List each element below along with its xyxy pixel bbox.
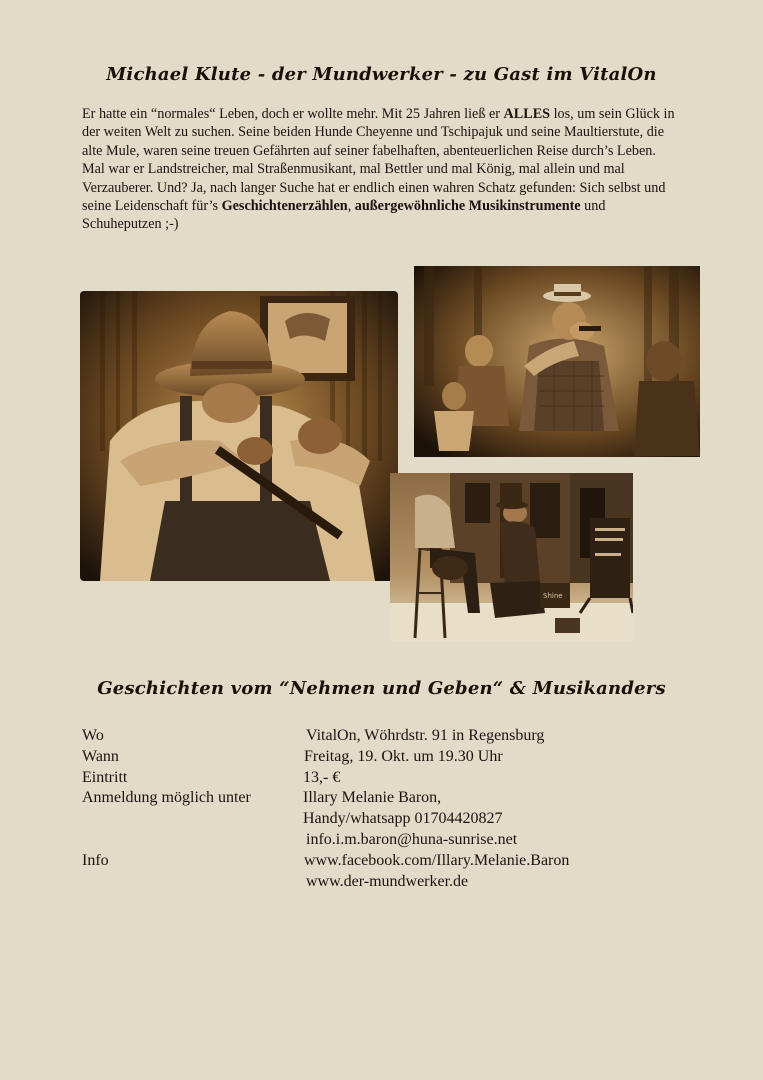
intro-bold-storytelling: Geschichtenerzählen [221, 198, 348, 215]
label-date: Wann [82, 747, 119, 765]
value-registration-name: Illary Melanie Baron, [303, 789, 442, 807]
photo-shoe-shine [390, 473, 633, 641]
value-date: Freitag, 19. Okt. um 19.30 Uhr [304, 747, 503, 765]
intro-part: , [347, 198, 355, 215]
value-registration-email[interactable]: info.i.m.baron@huna-sunrise.net [306, 830, 518, 848]
label-location: Wo [82, 727, 104, 744]
intro-part: und Schuheputzen ;-) [82, 198, 606, 233]
value-admission: 13,- € [303, 768, 341, 786]
value-registration-phone: Handy/whatsapp 01704420827 [303, 810, 503, 828]
label-admission: Eintritt [82, 768, 128, 786]
intro-bold-instruments: außergewöhnliche Musikinstrumente [354, 198, 581, 215]
event-subtitle: Geschichten vom “Nehmen und Geben“ & Musikanders [97, 678, 666, 699]
intro-text [82, 105, 682, 234]
link-website[interactable]: www.der-mundwerker.de [306, 872, 469, 890]
link-facebook[interactable]: www.facebook.com/Illary.Melanie.Baron [304, 851, 570, 869]
intro-part: los, um sein Glück in der weiten Welt zu suchen. Seine beiden Hunde Cheyenne und Tschipajuk und seine Maultierstute, die alte Mule, waren seine treuen Gefährten auf seiner fabelhaften, abenteuerlichen Reise durch’s Leben. Mal war er Landstreicher, mal Straßenmusikant, mal Bettler und mal König, mal allein und mal Verzauberer. Und? Ja, nach langer Suche hat er endlich einen wahren Schatz gefunden: Sich selbst und seine Leidenschaft für’s [82, 106, 675, 215]
intro-bold-alles: ALLES [503, 106, 551, 122]
label-registration: Anmeldung möglich unter [82, 789, 251, 807]
photo-flute-player [80, 291, 398, 581]
label-info: Info [82, 851, 109, 869]
intro-part: Er hatte ein “normales“ Leben, doch er wollte mehr. Mit 25 Jahren ließ er [82, 106, 504, 122]
photo-whistle-player [414, 266, 700, 457]
svg-text:Shine: Shine [543, 592, 563, 600]
page-title: Michael Klute - der Mundwerker - zu Gast im VitalOn [106, 64, 657, 85]
value-location: VitalOn, Wöhrdstr. 91 in Regensburg [306, 727, 545, 744]
